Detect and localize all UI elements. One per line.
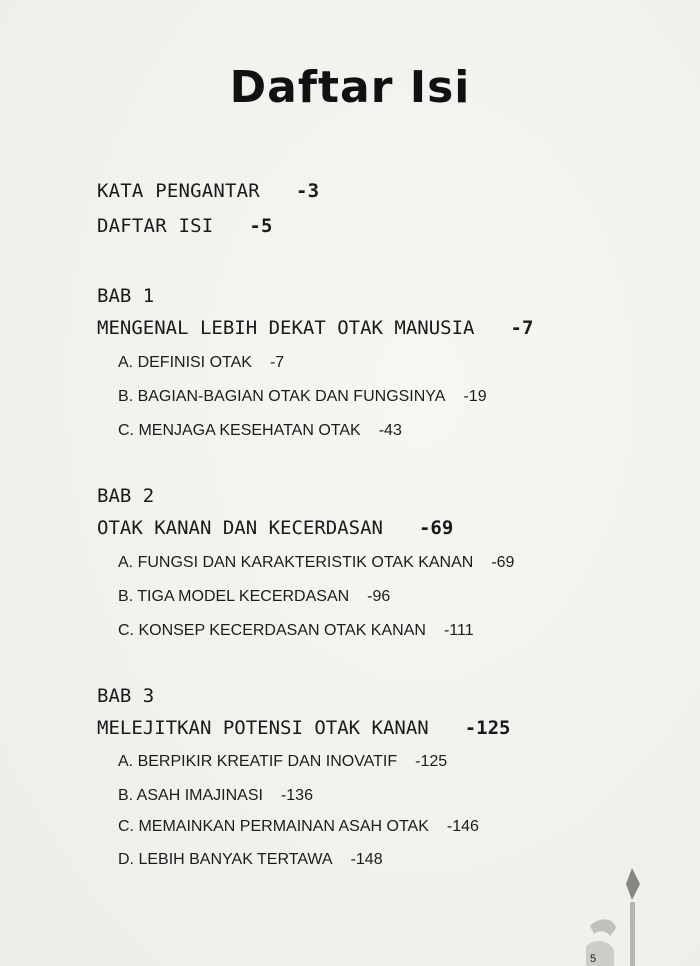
chapter-title-label: MENGENAL LEBIH DEKAT OTAK MANUSIA bbox=[97, 317, 475, 339]
toc-section[interactable] bbox=[118, 622, 474, 640]
toc-section-page: -19 bbox=[463, 388, 487, 405]
chapter-title[interactable] bbox=[97, 317, 533, 339]
page-number: 5 bbox=[590, 953, 597, 965]
toc-section-page: -148 bbox=[350, 851, 383, 868]
toc-entry-label: DAFTAR ISI bbox=[97, 215, 214, 237]
chapter-heading: BAB 2 bbox=[97, 485, 155, 507]
toc-section[interactable] bbox=[118, 554, 514, 572]
toc-section-label: D. LEBIH BANYAK TERTAWA bbox=[118, 851, 333, 868]
toc-section-page: -96 bbox=[367, 588, 391, 605]
toc-section-page: -111 bbox=[443, 622, 474, 639]
toc-section-label: B. BAGIAN-BAGIAN OTAK DAN FUNGSINYA bbox=[118, 388, 446, 405]
chapter-page: -69 bbox=[418, 517, 454, 539]
toc-section-page: -43 bbox=[378, 422, 402, 439]
chapter-title-label: MELEJITKAN POTENSI OTAK KANAN bbox=[97, 717, 429, 739]
toc-section-label: A. BERPIKIR KREATIF DAN INOVATIF bbox=[118, 753, 398, 770]
toc-section[interactable] bbox=[118, 787, 313, 805]
toc-section-page: -146 bbox=[446, 818, 479, 835]
chapter-title[interactable] bbox=[97, 717, 511, 739]
toc-section-page: -69 bbox=[491, 554, 515, 571]
chapter-title-label: OTAK KANAN DAN KECERDASAN bbox=[97, 517, 383, 539]
toc-section[interactable] bbox=[118, 422, 402, 440]
toc-section[interactable] bbox=[118, 588, 390, 606]
toc-section-page: -136 bbox=[280, 787, 313, 804]
toc-section-label: C. MENJAGA KESEHATAN OTAK bbox=[118, 422, 361, 439]
chapter-heading: BAB 3 bbox=[97, 685, 155, 707]
toc-section[interactable] bbox=[118, 388, 487, 406]
toc-section-label: A. DEFINISI OTAK bbox=[118, 354, 252, 371]
page-title: Daftar Isi bbox=[229, 62, 471, 113]
toc-entry-label: KATA PENGANTAR bbox=[97, 180, 260, 202]
toc-section-page: -125 bbox=[415, 753, 448, 770]
chapter-page: -125 bbox=[464, 717, 511, 739]
toc-section[interactable] bbox=[118, 818, 479, 836]
decorative-ornament-icon bbox=[580, 866, 660, 966]
toc-section-page: -7 bbox=[269, 354, 285, 371]
toc-entry-page: -3 bbox=[295, 180, 320, 202]
toc-entry-daftar-isi[interactable] bbox=[97, 215, 273, 237]
toc-section[interactable] bbox=[118, 354, 284, 372]
chapter-page: -7 bbox=[510, 317, 534, 339]
toc-entry-page: -5 bbox=[249, 215, 273, 237]
toc-section-label: B. TIGA MODEL KECERDASAN bbox=[118, 588, 350, 605]
toc-section-label: C. KONSEP KECERDASAN OTAK KANAN bbox=[118, 622, 426, 639]
toc-section-label: B. ASAH IMAJINASI bbox=[118, 787, 263, 804]
toc-section-label: A. FUNGSI DAN KARAKTERISTIK OTAK KANAN bbox=[118, 554, 474, 571]
toc-section-label: C. MEMAINKAN PERMAINAN ASAH OTAK bbox=[118, 818, 429, 835]
chapter-title[interactable] bbox=[97, 517, 453, 539]
toc-section[interactable] bbox=[118, 851, 383, 869]
chapter-heading: BAB 1 bbox=[97, 285, 155, 307]
toc-section[interactable] bbox=[118, 753, 447, 771]
toc-entry-kata-pengantar[interactable] bbox=[97, 180, 319, 202]
